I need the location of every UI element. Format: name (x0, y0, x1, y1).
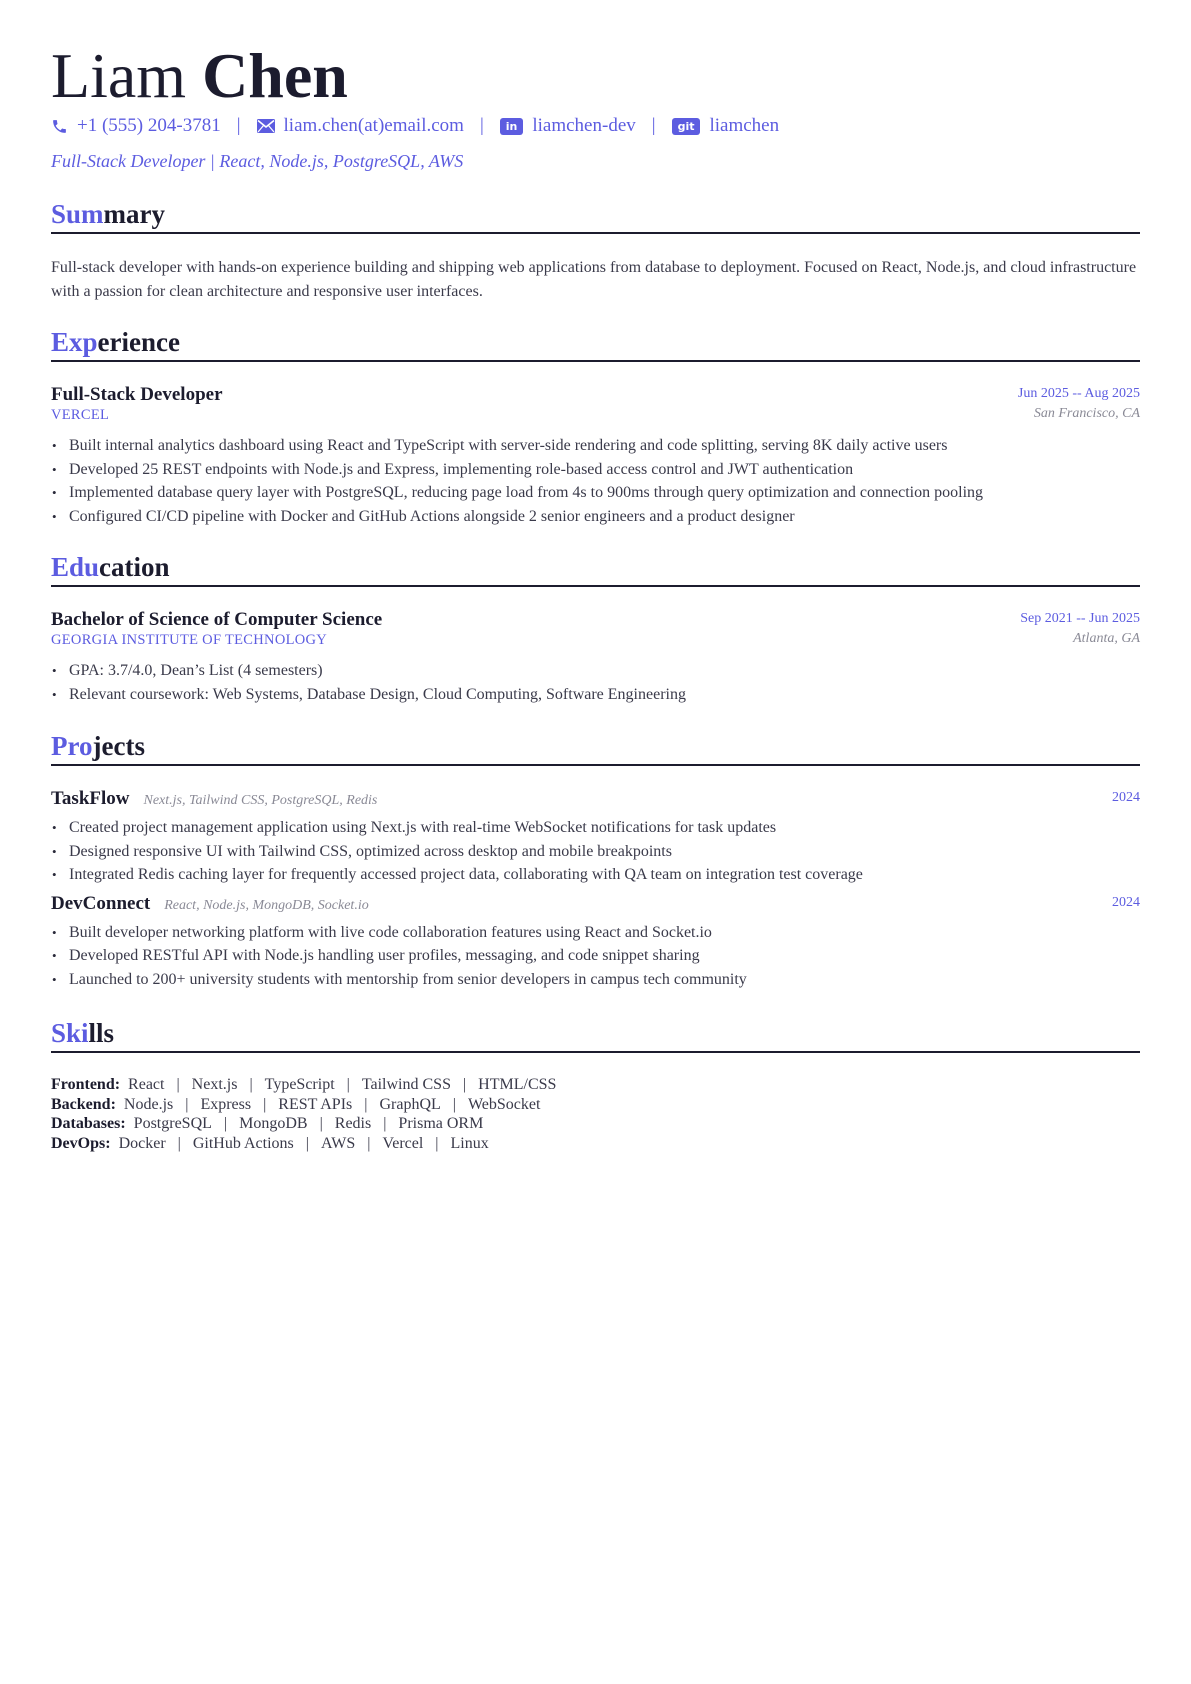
candidate-name (51, 36, 348, 116)
school-name: GEORGIA INSTITUTE OF TECHNOLOGY (51, 632, 328, 648)
contact-separator: | (651, 115, 656, 136)
list-item: • GPA: 3.7/4.0, Dean’s List (4 semesters) (51, 659, 1140, 683)
list-item: • Developed RESTful API with Node.js handling user profiles, messaging, and code snippet sharing (51, 944, 1140, 968)
github-handle: liamchen (709, 115, 780, 136)
section-title-accent: Edu (51, 552, 100, 582)
linkedin-icon: in (500, 118, 524, 135)
skill-separator: | (435, 1134, 439, 1152)
skill-item: Next.js (191, 1076, 238, 1093)
list-item: • Built developer networking platform with live code collaboration features using React and Socket.io (51, 921, 1140, 945)
skill-row (51, 1114, 1140, 1134)
summary-text: Full-stack developer with hands-on experience building and shipping web applications from database to deployment. Focused on React, Node.js, and cloud infrastructure with a passion for clean architecture and responsive user interfaces. (51, 259, 1137, 300)
skill-separator: | (249, 1076, 253, 1093)
section-title (51, 731, 1140, 766)
project-entry (51, 893, 1140, 992)
section-title-rest: lls (88, 1018, 115, 1048)
skill-item: HTML/CSS (478, 1076, 557, 1093)
email-link[interactable] (257, 115, 464, 137)
list-item: • Developed 25 REST endpoints with Node.js and Express, implementing role-based access control and JWT authentication (51, 458, 1140, 482)
section-title (51, 199, 1140, 234)
summary-section (51, 199, 1140, 303)
job-dates: Jun 2025 -- Aug 2025 (1017, 386, 1140, 401)
list-item: • Designed responsive UI with Tailwind CSS, optimized across desktop and mobile breakpoints (51, 840, 1140, 864)
skill-category: Backend: (51, 1095, 116, 1113)
list-item: • Relevant coursework: Web Systems, Database Design, Cloud Computing, Software Engineering (51, 683, 1140, 707)
github-icon: git (672, 118, 701, 135)
list-item: • Implemented database query layer with PostgreSQL, reducing page load from 4s to 900ms through query optimization and connection pooling (51, 481, 1140, 505)
skill-item: Node.js (123, 1095, 174, 1113)
skill-item: Prisma ORM (398, 1115, 484, 1132)
skill-category: Databases: (51, 1115, 126, 1132)
phone-number: +1 (555) 204-3781 (77, 115, 221, 136)
skill-item: Vercel (382, 1134, 424, 1152)
project-tech: Next.js, Tailwind CSS, PostgreSQL, Redis (143, 793, 378, 808)
skill-separator: | (346, 1076, 350, 1093)
project-year: 2024 (1112, 790, 1140, 805)
email-address: liam.chen(at)email.com (283, 115, 464, 136)
contact-bar (51, 112, 779, 140)
skill-separator: | (452, 1095, 456, 1113)
section-title-rest: erience (97, 327, 180, 357)
bullet-list (51, 921, 1140, 992)
section-title (51, 552, 1140, 587)
section-title-accent: Exp (51, 327, 98, 357)
skill-item: Docker (118, 1134, 166, 1152)
list-item: • Configured CI/CD pipeline with Docker and GitHub Actions alongside 2 senior engineers and a product designer (51, 505, 1140, 529)
skills-section (51, 1018, 1140, 1153)
project-year: 2024 (1112, 894, 1140, 910)
last-name: Chen (202, 40, 348, 111)
github-link[interactable] (672, 115, 780, 137)
skill-item: Linux (450, 1134, 489, 1152)
experience-section (51, 327, 1140, 528)
experience-entry (51, 384, 1140, 528)
skill-separator: | (177, 1134, 181, 1152)
skill-separator: | (263, 1095, 267, 1113)
phone-contact[interactable] (51, 115, 221, 137)
first-name: Liam (51, 40, 187, 111)
section-title-rest: cation (99, 552, 170, 582)
skill-item: WebSocket (467, 1095, 541, 1113)
bullet-list (51, 816, 1140, 887)
skill-item: GraphQL (379, 1095, 441, 1113)
list-item: • Created project management application using Next.js with real-time WebSocket notifications for task updates (51, 816, 1140, 840)
tagline: Full-Stack Developer | React, Node.js, PostgreSQL, AWS (51, 151, 464, 171)
skill-row (51, 1095, 1140, 1115)
section-title-accent: Ski (51, 1018, 89, 1048)
linkedin-handle: liamchen-dev (532, 115, 636, 136)
skill-item: Tailwind CSS (361, 1076, 451, 1093)
project-tech: React, Node.js, MongoDB, Socket.io (164, 897, 369, 913)
skill-item: TypeScript (264, 1076, 335, 1093)
section-title (51, 327, 1140, 362)
linkedin-link[interactable] (500, 115, 636, 137)
job-location: San Francisco, CA (1033, 406, 1140, 421)
phone-icon (51, 118, 68, 135)
company-name: VERCEL (51, 407, 110, 423)
skill-category: Frontend: (51, 1076, 121, 1093)
bullet-list (51, 434, 1140, 528)
skill-row (51, 1075, 1140, 1095)
degree-title: Bachelor of Science of Computer Science (51, 609, 383, 630)
skill-item: REST APIs (278, 1095, 353, 1113)
project-name: DevConnect (51, 892, 151, 914)
contact-separator: | (236, 115, 241, 136)
skill-separator: | (185, 1095, 189, 1113)
section-title-rest: mary (103, 199, 166, 229)
list-item: • Integrated Redis caching layer for frequently accessed project data, collaborating with QA team on integration test coverage (51, 863, 1140, 887)
section-title-rest: jects (92, 731, 145, 761)
project-name: TaskFlow (51, 788, 130, 809)
skill-separator: | (364, 1095, 368, 1113)
section-title-accent: Sum (51, 199, 104, 229)
section-title (51, 1018, 1140, 1053)
job-title: Full-Stack Developer (51, 384, 223, 405)
skill-separator: | (223, 1115, 228, 1132)
skill-separator: | (176, 1076, 180, 1093)
school-location: Atlanta, GA (1073, 631, 1140, 646)
education-entry (51, 609, 1140, 706)
skill-item: Express (200, 1095, 252, 1113)
skill-separator: | (367, 1134, 371, 1152)
bullet-list (51, 659, 1140, 706)
section-title-accent: Pro (51, 731, 93, 761)
contact-separator: | (479, 115, 484, 136)
skill-item: AWS (320, 1134, 356, 1152)
list-item: • Launched to 200+ university students with mentorship from senior developers in campus tech community (51, 968, 1140, 992)
skill-separator: | (462, 1076, 467, 1093)
skill-item: GitHub Actions (192, 1134, 294, 1152)
skills-list (51, 1075, 1140, 1153)
projects-section (51, 731, 1140, 991)
skill-item: React (128, 1076, 165, 1093)
skill-item: MongoDB (239, 1115, 308, 1132)
skill-separator: | (305, 1134, 309, 1152)
skill-separator: | (319, 1115, 323, 1132)
skill-item: Redis (334, 1115, 372, 1132)
skill-row (51, 1134, 1140, 1154)
education-dates: Sep 2021 -- Jun 2025 (1020, 611, 1140, 626)
skill-item: PostgreSQL (133, 1115, 212, 1132)
skill-separator: | (383, 1115, 387, 1132)
envelope-icon (257, 119, 275, 133)
project-entry (51, 788, 1140, 887)
list-item: • Built internal analytics dashboard using React and TypeScript with server-side rendering and code splitting, serving 8K daily active users (51, 434, 1140, 458)
education-section (51, 552, 1140, 706)
skill-category: DevOps: (51, 1134, 111, 1152)
